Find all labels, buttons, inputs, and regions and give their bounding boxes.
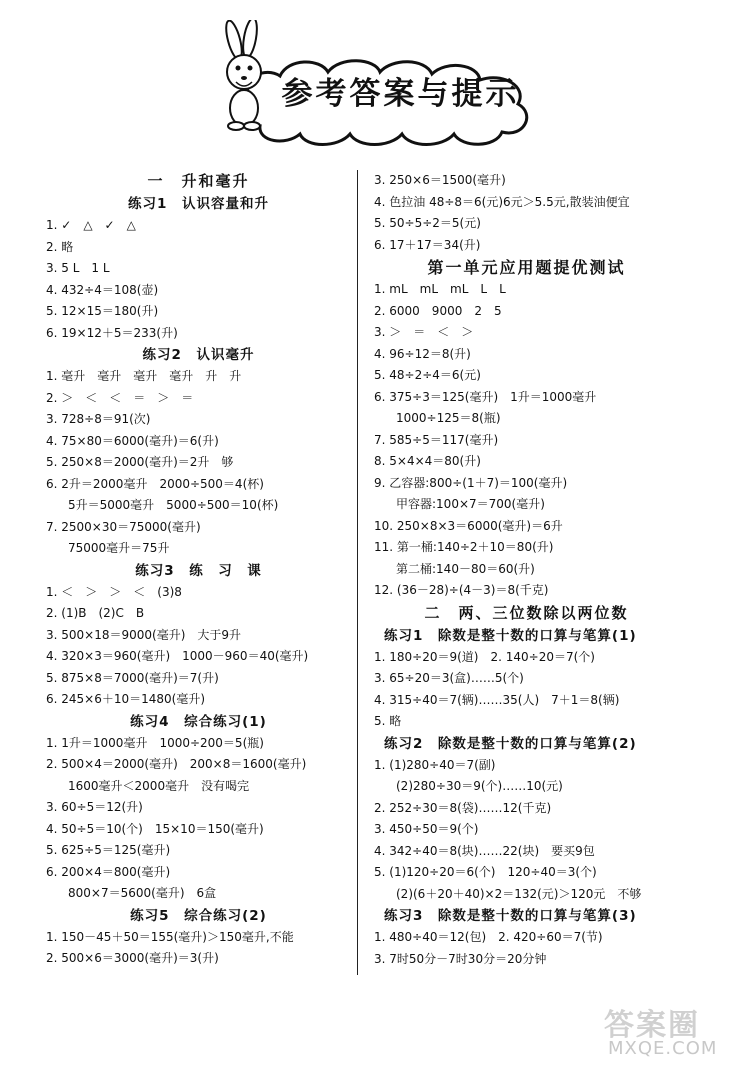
watermark-url-text: MXQE.COM [608, 1038, 718, 1059]
answer-line: 4. 315÷40＝7(辆)……35(人) 7＋1＝8(辆) [374, 692, 620, 707]
answer-line: 6. 17＋17＝34(升) [374, 237, 481, 252]
answer-line: 1. mL mL mL L L [374, 282, 506, 296]
answer-line: 1. 180÷20＝9(道) 2. 140÷20＝7(个) [374, 649, 595, 664]
answer-line: 6. 19×12＋5＝233(升) [46, 325, 178, 340]
answer-line: 5. 250×8＝2000(毫升)＝2升 够 [46, 455, 234, 469]
site-watermark [600, 1000, 745, 1062]
answer-line: 4. 432÷4＝108(壶) [46, 282, 159, 297]
answer-line: 3. 60÷5＝12(升) [46, 800, 143, 814]
section-heading: 第一单元应用题提优测试 [427, 258, 626, 277]
exercise-heading: 练习3 除数是整十数的口算与笔算(3) [384, 908, 637, 924]
answer-line: 2. (1)B (2)C B [46, 606, 145, 620]
answer-line: 2. ＞ ＜ ＜ ＝ ＞ ＝ [46, 390, 194, 405]
answer-line: 2. 252÷30＝8(袋)……12(千克) [374, 800, 552, 815]
answer-line: (2)(6＋20＋40)×2＝132(元)＞120元 不够 [396, 886, 642, 901]
answer-line: 5. 48÷2÷4＝6(元) [374, 368, 481, 382]
answer-line: 3. 250×6＝1500(毫升) [374, 173, 506, 187]
answer-line: 第二桶:140－80＝60(升) [396, 561, 535, 576]
answer-line: 1. 480÷40＝12(包) 2. 420÷60＝7(节) [374, 930, 603, 944]
answer-line: 2. 500×4＝2000(毫升) 200×8＝1600(毫升) [46, 757, 307, 771]
answer-line: 6. 375÷3＝125(毫升) 1升＝1000毫升 [374, 389, 597, 404]
answer-line: 3. 5 L 1 L [46, 261, 110, 275]
answer-line: 1000÷125＝8(瓶) [396, 411, 501, 425]
exercise-heading: 练习1 除数是整十数的口算与笔算(1) [384, 627, 637, 644]
answer-line: 11. 第一桶:140÷2＋10＝80(升) [374, 540, 554, 554]
answer-line: 2. 500×6＝3000(毫升)＝3(升) [46, 951, 219, 965]
answer-line: 1. 150－45＋50＝155(毫升)＞150毫升,不能 [46, 929, 294, 944]
column-divider [357, 170, 358, 975]
answer-line: 7. 2500×30＝75000(毫升) [46, 519, 201, 534]
answer-line: 4. 96÷12＝8(升) [374, 346, 471, 361]
answer-line: 4. 色拉油 48÷8＝6(元)6元＞5.5元,散装油便宜 [374, 194, 630, 209]
answer-line: 6. 2升＝2000毫升 2000÷500＝4(杯) [46, 476, 264, 491]
answer-line: (2)280÷30＝9(个)……10(元) [396, 779, 563, 793]
exercise-heading: 练习4 综合练习(1) [130, 713, 267, 730]
answer-line: 1. ＜ ＞ ＞ ＜ (3)8 [46, 584, 182, 599]
exercise-heading: 练习1 认识容量和升 [128, 196, 269, 212]
section-heading: 一 升和毫升 [147, 172, 250, 190]
exercise-heading: 练习2 除数是整十数的口算与笔算(2) [384, 735, 637, 752]
answer-line: 1600毫升＜2000毫升 没有喝完 [68, 778, 250, 793]
watermark-logo-text: 答案圈 [604, 1008, 700, 1043]
answer-line: 1. 毫升 毫升 毫升 毫升 升 升 [46, 369, 242, 383]
right-column [374, 170, 679, 970]
exercise-heading: 练习3 练 习 课 [135, 562, 262, 579]
answer-line: 甲容器:100×7＝700(毫升) [396, 497, 545, 511]
answer-line: 3. ＞ ＝ ＜ ＞ [374, 325, 474, 339]
answer-line: 5升＝5000毫升 5000÷500＝10(杯) [68, 498, 279, 512]
answer-line: 1. (1)280÷40＝7(副) [374, 757, 496, 772]
answer-line: 4. 75×80＝6000(毫升)＝6(升) [46, 433, 219, 448]
page-title: 参考答案与提示 [281, 76, 520, 112]
answer-line: 800×7＝5600(毫升) 6盒 [68, 886, 217, 900]
exercise-heading: 练习5 综合练习(2) [130, 907, 267, 924]
answer-line: 8. 5×4×4＝80(升) [374, 454, 481, 468]
answer-line: 3. 7时50分－7时30分＝20分钟 [374, 951, 547, 966]
exercise-heading: 练习2 认识毫升 [142, 347, 255, 363]
answer-line: 10. 250×8×3＝6000(毫升)＝6升 [374, 518, 563, 533]
answer-line: 2. 略 [46, 239, 74, 254]
answer-line: 5. (1)120÷20＝6(个) 120÷40＝3(个) [374, 865, 597, 879]
answer-line: 9. 乙容器:800÷(1＋7)＝100(毫升) [374, 475, 568, 490]
answer-line: 1. ✓ △ ✓ △ [46, 218, 136, 232]
answer-line: 5. 875×8＝7000(毫升)＝7(升) [46, 670, 219, 685]
answer-line: 6. 200×4＝800(毫升) [46, 864, 171, 879]
answer-line: 7. 585÷5＝117(毫升) [374, 432, 499, 447]
answer-line: 2. 6000 9000 2 5 [374, 303, 502, 318]
answer-line: 6. 245×6＋10＝1480(毫升) [46, 692, 206, 706]
answer-line: 3. 500×18＝9000(毫升) 大于9升 [46, 627, 242, 642]
answer-line: 75000毫升＝75升 [68, 541, 170, 555]
answer-line: 3. 728÷8＝91(次) [46, 412, 151, 426]
answer-line: 5. 略 [374, 714, 402, 728]
answer-line: 4. 50÷5＝10(个) 15×10＝150(毫升) [46, 821, 264, 836]
answer-line: 4. 320×3＝960(毫升) 1000－960＝40(毫升) [46, 649, 309, 663]
answer-line: 4. 342÷40＝8(块)……22(块) 要买9包 [374, 843, 595, 858]
answer-line: 3. 65÷20＝3(盒)……5(个) [374, 671, 524, 685]
left-column [46, 170, 351, 970]
answer-line: 5. 50÷5÷2＝5(元) [374, 216, 481, 230]
answer-line: 12. (36－28)÷(4－3)＝8(千克) [374, 583, 549, 597]
answer-line: 5. 625÷5＝125(毫升) [46, 843, 171, 857]
answer-line: 3. 450÷50＝9(个) [374, 822, 479, 836]
answer-line: 1. 1升＝1000毫升 1000÷200＝5(瓶) [46, 735, 264, 750]
answer-banner [210, 28, 540, 148]
section-heading: 二 两、三位数除以两位数 [424, 603, 629, 622]
answer-line: 5. 12×15＝180(升) [46, 304, 159, 318]
